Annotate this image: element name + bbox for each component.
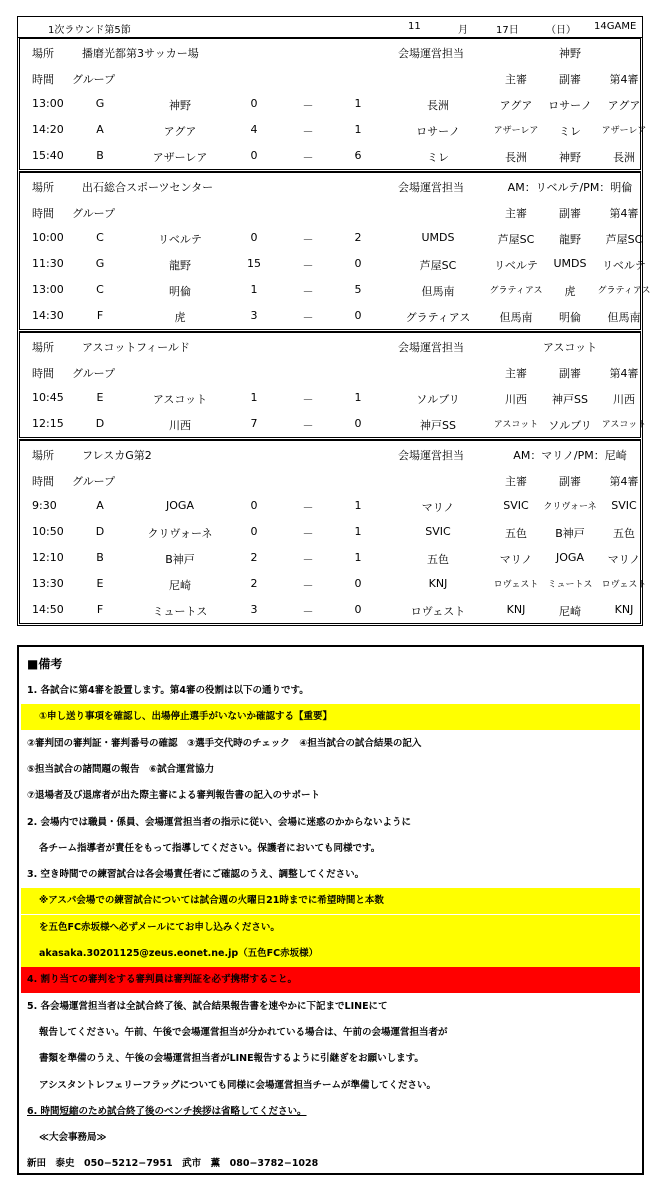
match-time: 14:20 xyxy=(32,123,64,136)
fourth-official-label: 第4審 xyxy=(609,207,639,220)
match-ar: UMDS xyxy=(553,257,587,270)
match-fourth: リベルテ xyxy=(602,259,646,272)
match-fourth: 芦屋SC xyxy=(605,233,643,246)
match-fourth: SVIC xyxy=(611,499,637,512)
match-group: E xyxy=(96,391,104,404)
match-as: 1 xyxy=(354,97,362,110)
note-line: 6. 時間短縮のため試合終了後のベンチ挨拶は省略してください。 xyxy=(27,1105,307,1117)
weekday-label: （日） xyxy=(546,25,576,36)
match-dash: － xyxy=(302,419,314,432)
round-label: 1次ラウンド第5節 xyxy=(48,25,131,36)
match-fourth: KNJ xyxy=(614,603,634,616)
note-line: 1. 各試合に第4審を設置します。第4審の役割は以下の通りです。 xyxy=(27,685,309,696)
match-away: 但馬南 xyxy=(421,285,455,298)
match-row xyxy=(20,225,643,251)
match-home: 虎 xyxy=(174,311,186,324)
match-ar: 龍野 xyxy=(559,233,581,246)
match-home: 神野 xyxy=(169,99,191,112)
fourth-official-label: 第4審 xyxy=(609,73,639,86)
match-fourth: アスコット xyxy=(601,420,647,430)
match-hs: 1 xyxy=(250,391,258,404)
match-home: 川西 xyxy=(169,419,191,432)
match-row xyxy=(20,91,640,117)
match-ref: アスコット xyxy=(493,420,539,430)
venue-name: アスコットフィールド xyxy=(82,341,190,354)
place-label: 場所 xyxy=(32,341,54,354)
match-ref: グラティアス xyxy=(489,286,543,296)
match-hs: 15 xyxy=(247,257,261,270)
note-line: 2. 会場内では職員・係員、会場運営担当者の指示に従い、会場に迷惑のかからないように xyxy=(27,816,412,828)
match-row xyxy=(20,385,640,411)
schedule-table xyxy=(17,16,651,626)
match-home: 尼崎 xyxy=(169,579,191,592)
match-time: 13:00 xyxy=(32,283,64,296)
match-hs: 0 xyxy=(250,149,258,162)
match-ref: 五色 xyxy=(505,527,527,540)
note-line: アシスタントレフェリーフラッグについても同様に会場運営担当チームが準備してください。 xyxy=(39,1079,437,1091)
match-hs: 0 xyxy=(250,499,258,512)
match-row xyxy=(20,143,640,169)
time-label: 時間 xyxy=(32,475,54,488)
day-label: 17日 xyxy=(496,25,519,36)
match-ar: 尼崎 xyxy=(559,605,581,618)
match-as: 1 xyxy=(354,123,362,136)
match-dash: － xyxy=(302,527,314,540)
place-label: 場所 xyxy=(32,181,54,194)
match-time: 9:30 xyxy=(32,499,57,512)
match-ar: 神野 xyxy=(559,151,581,164)
match-row xyxy=(20,519,640,545)
match-group: D xyxy=(95,417,105,430)
note-line: akasaka.30201125@zeus.eonet.ne.jp（五色FC赤坂様） xyxy=(21,941,640,967)
match-ar: クリヴォーネ xyxy=(543,502,597,512)
match-as: 6 xyxy=(354,149,362,162)
match-home: クリヴォーネ xyxy=(147,527,213,540)
note-line: 5. 各会場運営担当者は全試合終了後、試合結果報告書を速やかに下記までLINEにて xyxy=(27,1000,388,1012)
match-row xyxy=(20,493,640,519)
match-group: F xyxy=(96,603,104,616)
match-ar: ロサーノ xyxy=(548,99,592,112)
match-dash: － xyxy=(302,233,314,246)
match-away: UMDS xyxy=(421,231,455,244)
match-ref: KNJ xyxy=(506,603,526,616)
match-time: 14:50 xyxy=(32,603,64,616)
match-as: 5 xyxy=(354,283,362,296)
match-home: アスコット xyxy=(152,393,208,406)
match-home: アザーレア xyxy=(152,151,208,164)
match-ref: 但馬南 xyxy=(499,311,533,324)
match-time: 10:00 xyxy=(32,231,64,244)
match-hs: 1 xyxy=(250,283,258,296)
match-time: 13:00 xyxy=(32,97,64,110)
match-ar: 虎 xyxy=(564,285,576,298)
note-line: ①申し送り事項を確認し、出場停止選手がいないか確認する【重要】 xyxy=(21,704,640,730)
match-time: 15:40 xyxy=(32,149,64,162)
match-fourth: 川西 xyxy=(613,393,635,406)
note-line: 各チーム指導者が責任をもって指導してください。保護者においても同様です。 xyxy=(39,842,381,854)
match-fourth: マリノ xyxy=(607,553,641,566)
match-home: リベルテ xyxy=(158,233,202,246)
match-ar: 神戸SS xyxy=(552,393,588,406)
match-dash: － xyxy=(302,311,314,324)
match-ref: 芦屋SC xyxy=(497,233,535,246)
assistant-referee-label: 副審 xyxy=(559,207,581,220)
match-hs: 0 xyxy=(250,97,258,110)
match-row xyxy=(20,117,647,143)
match-row xyxy=(20,277,651,303)
match-ar: JOGA xyxy=(556,551,584,564)
note-line: 報告してください。午前、午後で会場運営担当が分かれている場合は、午前の会場運営担当者が xyxy=(39,1026,448,1038)
chief-referee-label: 主審 xyxy=(505,475,527,488)
match-time: 12:15 xyxy=(32,417,64,430)
time-label: 時間 xyxy=(32,367,54,380)
match-dash: － xyxy=(302,125,314,138)
match-away: 神戸SS xyxy=(420,419,456,432)
venue-block xyxy=(19,171,651,330)
venue-manager: AM：マリノ/PM：尼崎 xyxy=(513,449,627,462)
match-group: C xyxy=(96,231,104,244)
note-line: を五色FC赤坂様へ必ずメールにてお申し込みください。 xyxy=(21,915,640,941)
match-hs: 7 xyxy=(250,417,258,430)
match-ref: リベルテ xyxy=(494,259,538,272)
venue-block xyxy=(19,331,647,438)
match-fourth: アザーレア xyxy=(601,126,647,136)
match-away: グラティアス xyxy=(405,311,471,324)
match-dash: － xyxy=(302,553,314,566)
venue-name: 出石総合スポーツセンター xyxy=(82,181,214,194)
match-dash: － xyxy=(302,259,314,272)
match-dash: － xyxy=(302,285,314,298)
match-group: E xyxy=(96,577,104,590)
fourth-official-label: 第4審 xyxy=(609,475,639,488)
match-fourth: 五色 xyxy=(613,527,635,540)
manager-label: 会場運営担当 xyxy=(398,47,464,60)
note-line: ⑦退場者及び退席者が出た際主審による審判報告書の記入のサポート xyxy=(27,790,321,802)
notes-box xyxy=(17,645,644,1175)
match-away: KNJ xyxy=(428,577,448,590)
match-group: C xyxy=(96,283,104,296)
match-ref: 川西 xyxy=(505,393,527,406)
match-group: A xyxy=(96,499,104,512)
group-label: グループ xyxy=(72,475,116,488)
match-ref: マリノ xyxy=(499,553,533,566)
match-as: 0 xyxy=(354,603,362,616)
month-number: 11 xyxy=(408,21,421,32)
match-home: 明倫 xyxy=(169,285,191,298)
note-line: ②審判団の審判証・審判番号の確認 ③選手交代時のチェック ④担当試合の試合結果の記入 xyxy=(27,737,422,749)
match-dash: － xyxy=(302,579,314,592)
time-label: 時間 xyxy=(32,73,54,86)
match-away: ソルブリ xyxy=(416,393,460,406)
match-time: 13:30 xyxy=(32,577,64,590)
group-label: グループ xyxy=(72,73,116,86)
match-ar: B神戸 xyxy=(555,527,585,540)
group-label: グループ xyxy=(72,367,116,380)
match-time: 14:30 xyxy=(32,309,64,322)
match-hs: 3 xyxy=(250,603,258,616)
match-ar: ソルブリ xyxy=(548,419,592,432)
match-ref: アザーレア xyxy=(493,126,539,136)
match-group: G xyxy=(95,97,105,110)
venue-block xyxy=(19,38,647,170)
match-away: ロヴェスト xyxy=(410,605,466,618)
match-hs: 4 xyxy=(250,123,258,136)
chief-referee-label: 主審 xyxy=(505,207,527,220)
venue-manager: アスコット xyxy=(542,341,598,354)
match-fourth: ロヴェスト xyxy=(601,580,647,590)
chief-referee-label: 主審 xyxy=(505,367,527,380)
match-dash: － xyxy=(302,99,314,112)
match-time: 10:45 xyxy=(32,391,64,404)
match-time: 10:50 xyxy=(32,525,64,538)
match-group: D xyxy=(95,525,105,538)
match-home: B神戸 xyxy=(165,553,195,566)
match-row xyxy=(20,411,647,437)
match-row xyxy=(20,545,640,571)
notes-title: ■備考 xyxy=(27,657,63,671)
fourth-official-label: 第4審 xyxy=(609,367,639,380)
match-home: JOGA xyxy=(166,499,194,512)
match-as: 1 xyxy=(354,499,362,512)
manager-label: 会場運営担当 xyxy=(398,449,464,462)
group-label: グループ xyxy=(72,207,116,220)
match-group: B xyxy=(96,149,104,162)
place-label: 場所 xyxy=(32,47,54,60)
match-fourth: 長洲 xyxy=(613,151,635,164)
match-as: 2 xyxy=(354,231,362,244)
venue-manager: AM：リベルテ/PM：明倫 xyxy=(507,181,633,194)
assistant-referee-label: 副審 xyxy=(559,367,581,380)
match-ref: 長洲 xyxy=(505,151,527,164)
note-line: ⑤担当試合の諸問題の報告 ⑥試合運営協力 xyxy=(27,763,215,775)
match-group: A xyxy=(96,123,104,136)
match-ref: ロヴェスト xyxy=(493,580,539,590)
match-away: 長洲 xyxy=(427,99,449,112)
match-group: B xyxy=(96,551,104,564)
match-away: 五色 xyxy=(427,553,449,566)
month-label: 月 xyxy=(458,25,468,36)
venue-name: 播磨光都第3サッカー場 xyxy=(82,47,199,60)
match-as: 1 xyxy=(354,551,362,564)
venue-manager: 神野 xyxy=(559,47,581,60)
match-as: 0 xyxy=(354,417,362,430)
manager-label: 会場運営担当 xyxy=(398,341,464,354)
chief-referee-label: 主審 xyxy=(505,73,527,86)
place-label: 場所 xyxy=(32,449,54,462)
match-dash: － xyxy=(302,151,314,164)
match-as: 0 xyxy=(354,309,362,322)
match-time: 12:10 xyxy=(32,551,64,564)
match-as: 0 xyxy=(354,577,362,590)
match-away: ミレ xyxy=(427,151,449,164)
match-as: 1 xyxy=(354,391,362,404)
manager-label: 会場運営担当 xyxy=(398,181,464,194)
match-fourth: グラティアス xyxy=(597,286,651,296)
match-row xyxy=(20,597,640,623)
match-as: 0 xyxy=(354,257,362,270)
match-fourth: 但馬南 xyxy=(607,311,641,324)
match-home: アグア xyxy=(163,125,197,138)
match-ar: 明倫 xyxy=(559,311,581,324)
match-hs: 3 xyxy=(250,309,258,322)
assistant-referee-label: 副審 xyxy=(559,475,581,488)
match-away: マリノ xyxy=(421,501,455,514)
match-dash: － xyxy=(302,605,314,618)
note-line: 3. 空き時間での練習試合は各会場責任者にご確認のうえ、調整してください。 xyxy=(27,869,365,881)
note-line: 書類を準備のうえ、午後の会場運営担当者がLINE報告するように引継ぎをお願いします。 xyxy=(39,1053,424,1065)
match-hs: 0 xyxy=(250,231,258,244)
match-hs: 2 xyxy=(250,551,258,564)
match-time: 11:30 xyxy=(32,257,64,270)
match-home: ミュートス xyxy=(152,605,208,618)
game-count: 14GAME xyxy=(594,21,637,32)
match-ref: アグア xyxy=(499,99,533,112)
match-hs: 2 xyxy=(250,577,258,590)
match-ar: ミュートス xyxy=(547,580,593,590)
match-row xyxy=(20,571,647,597)
venue-name: フレスカG第2 xyxy=(82,449,152,462)
match-dash: － xyxy=(302,501,314,514)
note-line: ≪大会事務局≫ xyxy=(39,1132,107,1144)
assistant-referee-label: 副審 xyxy=(559,73,581,86)
match-fourth: アグア xyxy=(607,99,641,112)
note-line: 新田 泰史 050−5212−7951 武市 薫 080−3782−1028 xyxy=(27,1158,319,1170)
match-away: 芦屋SC xyxy=(419,259,457,272)
match-away: ロサーノ xyxy=(416,125,460,138)
match-dash: － xyxy=(302,393,314,406)
time-label: 時間 xyxy=(32,207,54,220)
note-line: ※アスパ会場での練習試合については試合週の火曜日21時までに希望時間と本数 xyxy=(21,888,640,914)
match-home: 龍野 xyxy=(169,259,191,272)
match-away: SVIC xyxy=(425,525,451,538)
match-group: G xyxy=(95,257,105,270)
match-hs: 0 xyxy=(250,525,258,538)
schedule-header-row xyxy=(18,17,642,38)
venue-block xyxy=(19,439,647,624)
match-ar: ミレ xyxy=(559,125,581,138)
match-row xyxy=(20,251,646,277)
venue-list xyxy=(18,38,651,624)
note-line: 4. 割り当ての審判をする審判員は審判証を必ず携帯すること。 xyxy=(21,967,640,993)
match-row xyxy=(20,303,640,329)
match-ref: SVIC xyxy=(503,499,529,512)
match-as: 1 xyxy=(354,525,362,538)
match-group: F xyxy=(96,309,104,322)
